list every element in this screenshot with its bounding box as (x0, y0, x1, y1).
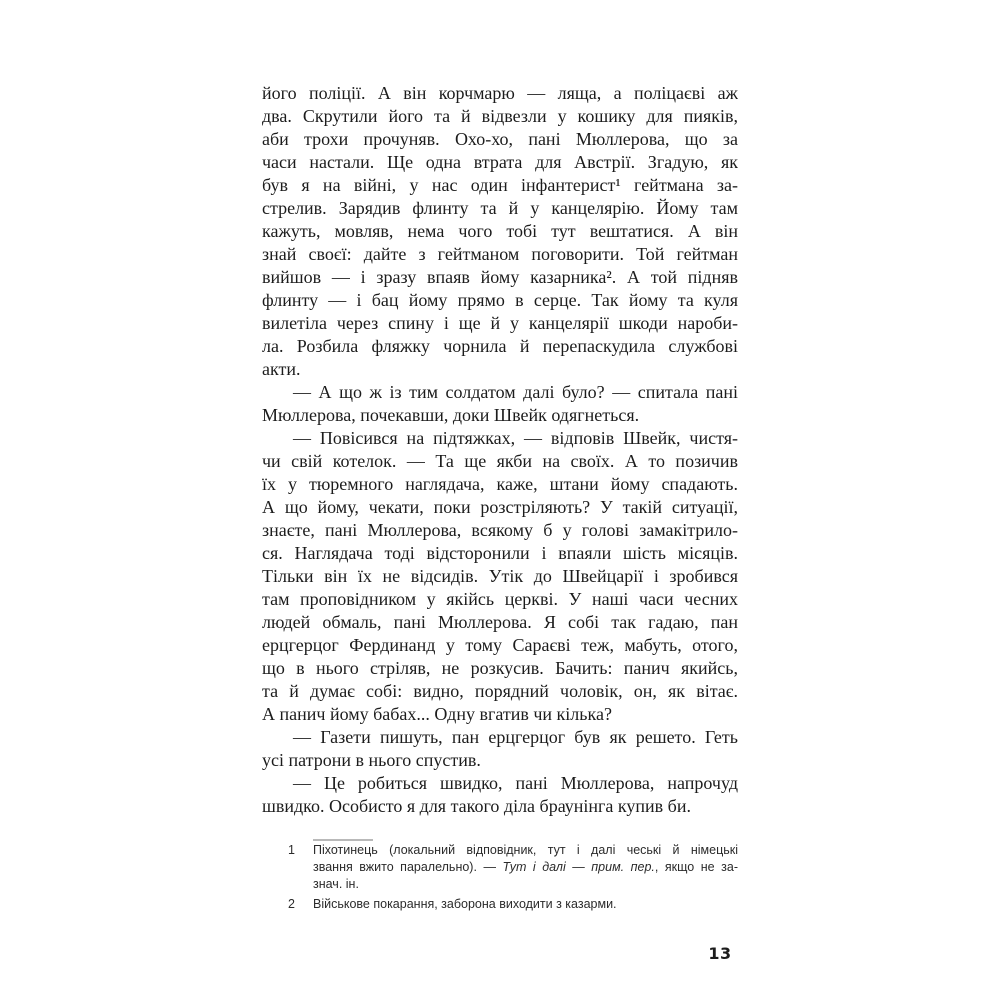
text-line: ерцгерцог Фердинанд у тому Сараєві теж, мабуть, отого, (262, 635, 738, 655)
text-line: стрелив. Зарядив флинту та й у канцелярію. Йому там (262, 198, 738, 218)
footnote-line: Піхотинець (локальний відповідник, тут і далі чеські й німецькі (313, 843, 738, 857)
footnote-marker: 2 (288, 897, 295, 911)
text-line: А панич йому бабах... Одну вгатив чи кілька? (262, 704, 612, 724)
text-line: усі патрони в нього спустив. (262, 750, 481, 770)
text-line: — А що ж із тим солдатом далі було? — спитала пані (293, 382, 738, 402)
text-line: А що йому, чекати, поки розстріляють? У такій ситуації, (262, 497, 738, 517)
text-line: швидко. Особисто я для такого діла браунінга купив би. (262, 796, 691, 816)
text-line: його поліції. А він корчмарю — ляща, а поліцаєві аж (262, 83, 738, 103)
text-line: — Повісився на підтяжках, — відповів Швейк, чистя- (293, 428, 738, 448)
footnote-marker: 1 (288, 843, 295, 857)
text-line: знай своєї: дайте з гейтманом поговорити. Той гейтман (262, 244, 738, 264)
text-line: що в нього стріляв, не розкусив. Бачить: панич якийсь, (262, 658, 738, 678)
footnotes (288, 842, 738, 913)
text-line: флинту — і бац йому прямо в серце. Так йому та куля (262, 290, 738, 310)
body-text (262, 82, 738, 818)
footnote-line: знач. ін. (313, 877, 359, 891)
text-line: ла. Розбила фляжку чорнила й перепаскудила службові (262, 336, 738, 356)
paragraph (262, 726, 738, 772)
footnote (288, 896, 738, 913)
footnote-line: звання вжито паралельно). — Тут і далі — прим. пер., якщо не за- (313, 860, 738, 874)
text-line: був я на війні, у нас один інфантерист¹ гейтмана за- (262, 175, 738, 195)
text-line: Мюллерова, почекавши, доки Швейк одягнеться. (262, 405, 640, 425)
text-line: людей обмаль, пані Мюллерова. Я собі так гадаю, пан (262, 612, 738, 632)
text-line: часи настали. Ще одна втрата для Австрії. Згадую, як (262, 152, 738, 172)
text-line: Тільки він їх не відсидів. Утік до Швейцарії і зробився (262, 566, 738, 586)
footnote (288, 842, 738, 893)
paragraph (262, 381, 738, 427)
text-line: вийшов — і зразу впаяв йому казарника². А той підняв (262, 267, 738, 287)
text-line: аби трохи прочуняв. Охо-хо, пані Мюллерова, що за (262, 129, 738, 149)
text-line: ся. Наглядача тоді відсторонили і впаяли шість місяців. (262, 543, 738, 563)
text-line: два. Скрутили його та й відвезли у кошику для пияків, (262, 106, 738, 126)
text-line: та й думає собі: видно, порядний чоловік, он, як вітає. (262, 681, 738, 701)
footnote-line: Військове покарання, заборона виходити з казарми. (313, 897, 617, 911)
text-line: чи свій котелок. — Та ще якби на своїх. А то позичив (262, 451, 738, 471)
footnote-text (313, 896, 738, 913)
text-line: знаєте, пані Мюллерова, всякому б у голові замакітрило- (262, 520, 738, 540)
text-line: акти. (262, 359, 301, 379)
text-line: їх у тюремного наглядача, каже, штани йому спадають. (262, 474, 738, 494)
text-line: там проповідником у якійсь церкві. У наші часи чесних (262, 589, 738, 609)
paragraph (262, 82, 738, 381)
text-line: — Газети пишуть, пан ерцгерцог був як решето. Геть (293, 727, 738, 747)
paragraph (262, 772, 738, 818)
page-number: 13 (708, 944, 732, 963)
text-line: кажуть, мовляв, нема чого тобі тут вештатися. А він (262, 221, 738, 241)
text-line: — Це робиться швидко, пані Мюллерова, напрочуд (293, 773, 738, 793)
footnote-separator (313, 839, 373, 841)
text-line: вилетіла через спину і ще й у канцелярії шкоди нароби- (262, 313, 738, 333)
paragraph (262, 427, 738, 726)
footnote-text (313, 842, 738, 893)
